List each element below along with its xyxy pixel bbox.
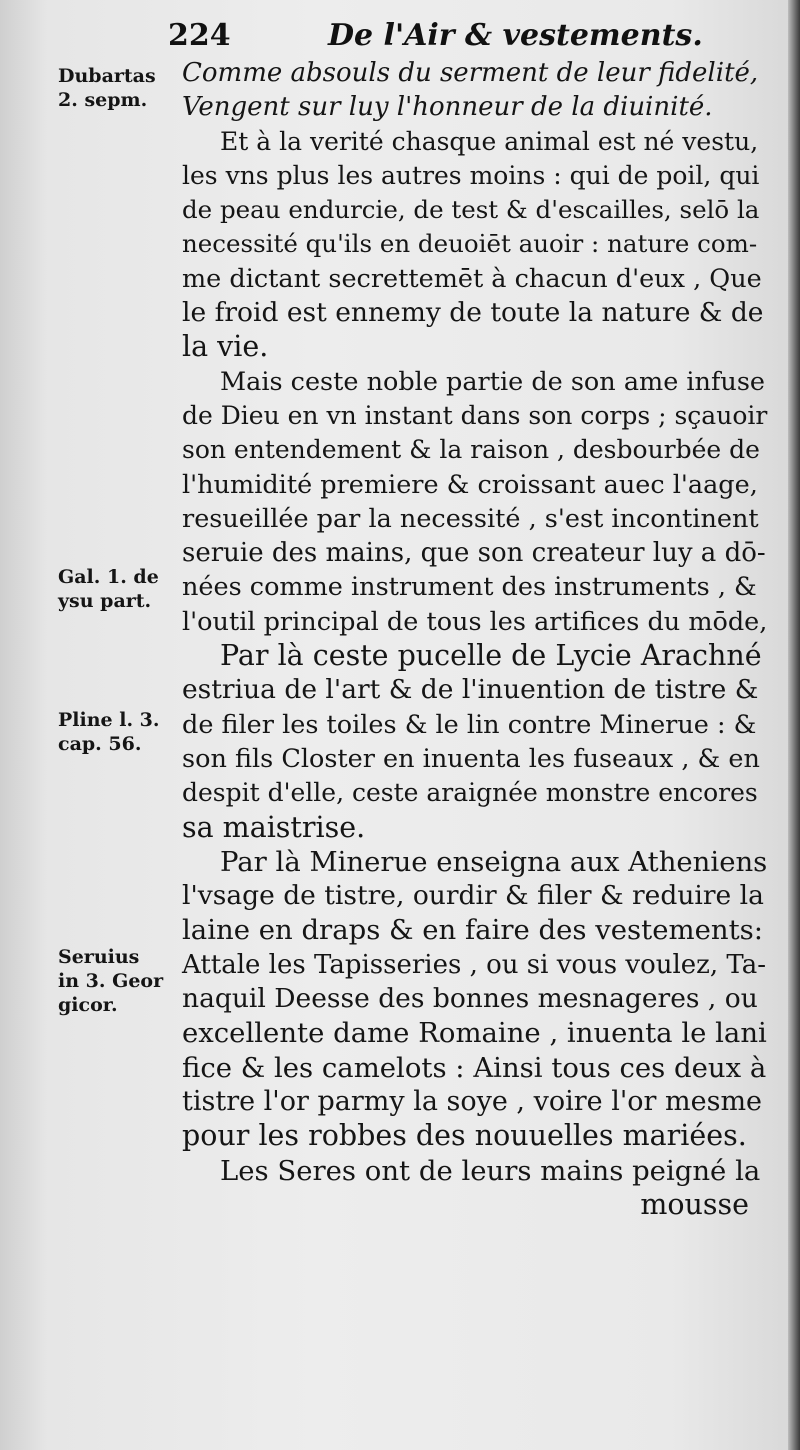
margin-note-gal <box>58 565 188 613</box>
text-line: me dictant secrettemēt à chacun d'eux , Que <box>182 263 762 294</box>
text-line: excellente dame Romaine , inuenta le lani <box>182 1017 767 1050</box>
text-line: necessité qu'ils en deuoiēt auoir : nature com- <box>182 229 758 259</box>
margin-note-line: Dubartas <box>58 65 156 87</box>
text-line: fice & les camelots : Ainsi tous ces deux à <box>182 1051 767 1084</box>
text-line: l'outil principal de tous les artifices du mōde, <box>182 606 768 637</box>
margin-note-line: Gal. 1. de <box>58 566 159 588</box>
text-line: sa maistrise. <box>182 810 366 844</box>
paragraph-start-line: Mais ceste noble partie de son ame infuse <box>220 366 766 397</box>
text-line: les vns plus les autres moins : qui de poil, qui <box>182 160 760 190</box>
paragraph-start-line: Les Seres ont de leurs mains peigné la <box>220 1154 761 1187</box>
running-title: De l'Air & vestements. <box>328 18 703 53</box>
margin-note-line: ysu part. <box>58 590 152 612</box>
text-line: tistre l'or parmy la soye , voire l'or mesme <box>182 1085 763 1117</box>
margin-note-line: 2. sepm. <box>58 89 148 111</box>
text-line: de Dieu en vn instant dans son corps ; sçauoir <box>182 400 768 430</box>
text-line: resueillée par la necessité , s'est incontinent <box>182 503 759 534</box>
paragraph-start-line: Par là Minerue enseigna aux Atheniens <box>220 845 768 878</box>
verse-line: Vengent sur luy l'honneur de la diuinité. <box>182 92 713 123</box>
margin-note-line: in 3. Geor <box>58 970 164 992</box>
text-line: laine en draps & en faire des vestements: <box>182 914 763 947</box>
text-line: l'humidité premiere & croissant auec l'aage, <box>182 469 758 500</box>
body-text <box>182 56 767 1222</box>
margin-note-pline <box>58 708 188 756</box>
text-line: le froid est ennemy de toute la nature & de <box>182 297 764 329</box>
paragraph-start-line: Par là ceste pucelle de Lycie Arachné <box>220 639 762 673</box>
page-number: 224 <box>168 18 231 53</box>
page-edge <box>788 0 800 1450</box>
text-line: Attale les Tapisseries , ou si vous voulez, Ta- <box>182 949 767 980</box>
text-line: seruie des mains, que son createur luy a dō- <box>182 538 766 569</box>
paragraph-start-line: Et à la verité chasque animal est né vestu, <box>220 126 759 156</box>
text-line: son fils Closter en inuenta les fuseaux , & en <box>182 743 760 774</box>
catchword: mousse <box>640 1187 749 1221</box>
text-line: de filer les toiles & le lin contre Minerue : & <box>182 709 757 740</box>
text-line: nées comme instrument des instruments , & <box>182 572 757 603</box>
text-line: de peau endurcie, de test & d'escailles, selō la <box>182 195 760 225</box>
text-line: despit d'elle, ceste araignée monstre encores <box>182 778 758 808</box>
margin-note-dubartas <box>58 64 188 112</box>
verse-line: Comme absouls du serment de leur fidelité, <box>182 58 759 88</box>
text-line: naquil Deesse des bonnes mesnageres , ou <box>182 983 758 1015</box>
text-line: la vie. <box>182 330 269 364</box>
margin-note-seruius <box>58 945 188 1017</box>
margin-note-line: cap. 56. <box>58 733 142 755</box>
text-line: estriua de l'art & de l'inuention de tistre & <box>182 674 759 706</box>
margin-note-line: Seruius <box>58 946 140 968</box>
text-line: pour les robbes des nouuelles mariées. <box>182 1119 747 1153</box>
margin-note-line: Pline l. 3. <box>58 709 160 731</box>
margin-note-line: gicor. <box>58 994 118 1016</box>
text-line: son entendement & la raison , desbourbée de <box>182 435 760 465</box>
page-header <box>168 18 758 58</box>
text-line: l'vsage de tistre, ourdir & filer & reduire la <box>182 880 764 912</box>
